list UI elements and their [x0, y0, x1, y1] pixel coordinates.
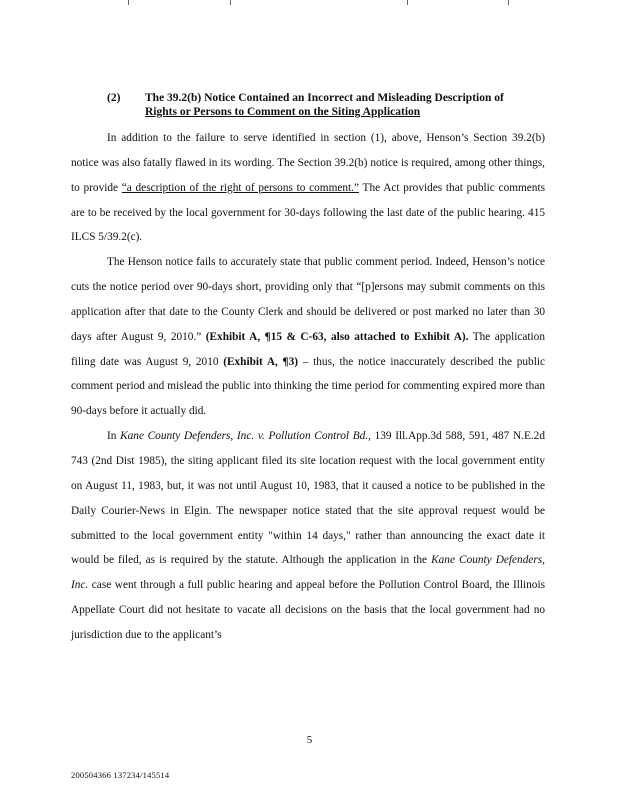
body-text	[71, 126, 545, 648]
paragraph-3-case-name-2: Kane County Defenders, Inc.	[71, 554, 545, 592]
section-heading-line-2: Rights or Persons to Comment on the Siting Application	[145, 106, 421, 118]
document-id: 200504366 137234/145514	[71, 770, 170, 780]
page-number: 5	[306, 734, 313, 746]
paragraph-2-text-c: – thus, the notice inaccurately described the public comment period and mislead the public into thinking the time period for commenting expired more than 90-days before it actually did.	[71, 355, 545, 418]
paragraph-3-text-c: case went through a full public hearing and appeal before the Pollution Control Board, the Illinois Appellate Court did not hesitate to vacate all decisions on the basis that the local government had no jurisdiction due to the applicant’s	[71, 579, 545, 641]
paragraph-3	[71, 424, 545, 648]
section-heading-text	[145, 91, 545, 119]
paragraph-2-exhibit-citation-1: (Exhibit A, ¶15 & C-63, also attached to Exhibit A).	[205, 330, 469, 343]
page-top-edge-marks	[0, 0, 619, 6]
section-heading-number: (2)	[107, 92, 121, 104]
paragraph-1-underlined-quote: “a description of the right of persons to comment.”	[121, 181, 360, 194]
edge-mark	[407, 0, 408, 5]
edge-mark	[508, 0, 509, 5]
paragraph-3-case-name-1: Kane County Defenders, Inc. v. Pollution Control Bd.	[120, 430, 369, 443]
paragraph-1	[71, 126, 545, 250]
section-heading-line-1: The 39.2(b) Notice Contained an Incorrect and Misleading Description of	[145, 92, 504, 104]
paragraph-2	[71, 250, 545, 424]
paragraph-3-text-a: In	[107, 430, 121, 443]
paragraph-3-text-b: , 139 Ill.App.3d 588, 591, 487 N.E.2d 743 (2nd Dist 1985), the siting applicant filed its site location request with the local government entity on August 11, 1983, but, it was not until August 10, 1983, that it caused a notice to be published in the Daily Courier-News in Elgin. The newspaper notice stated that the site approval request would be submitted to the local government entity "within 14 days," rather than announcing the exact date it would be filed, as is required by the statute. Although the application in the	[71, 430, 545, 567]
paragraph-2-text-b: The application filing date was August 9, 2010	[71, 330, 545, 368]
paragraph-1-text-b: The Act provides that public comments are to be received by the local government for 30-days following the last date of the public hearing. 415 ILCS 5/39.2(c).	[71, 181, 545, 244]
paragraph-2-exhibit-citation-2: (Exhibit A, ¶3)	[223, 355, 299, 368]
edge-mark	[230, 0, 231, 5]
paragraph-2-text-a: The Henson notice fails to accurately state that public comment period. Indeed, Henson’s notice cuts the notice period over 90-days short, providing only that “[p]ersons may submit comments on this application after that date to the County Clerk and should be delivered or post marked no later than 30 days after August 9, 2010.”	[71, 256, 545, 343]
edge-mark	[128, 0, 129, 5]
paragraph-1-text-a: In addition to the failure to serve identified in section (1), above, Henson’s Section 39.2(b) notice was also fatally flawed in its wording. The Section 39.2(b) notice is required, among other things, to provide	[71, 132, 545, 194]
